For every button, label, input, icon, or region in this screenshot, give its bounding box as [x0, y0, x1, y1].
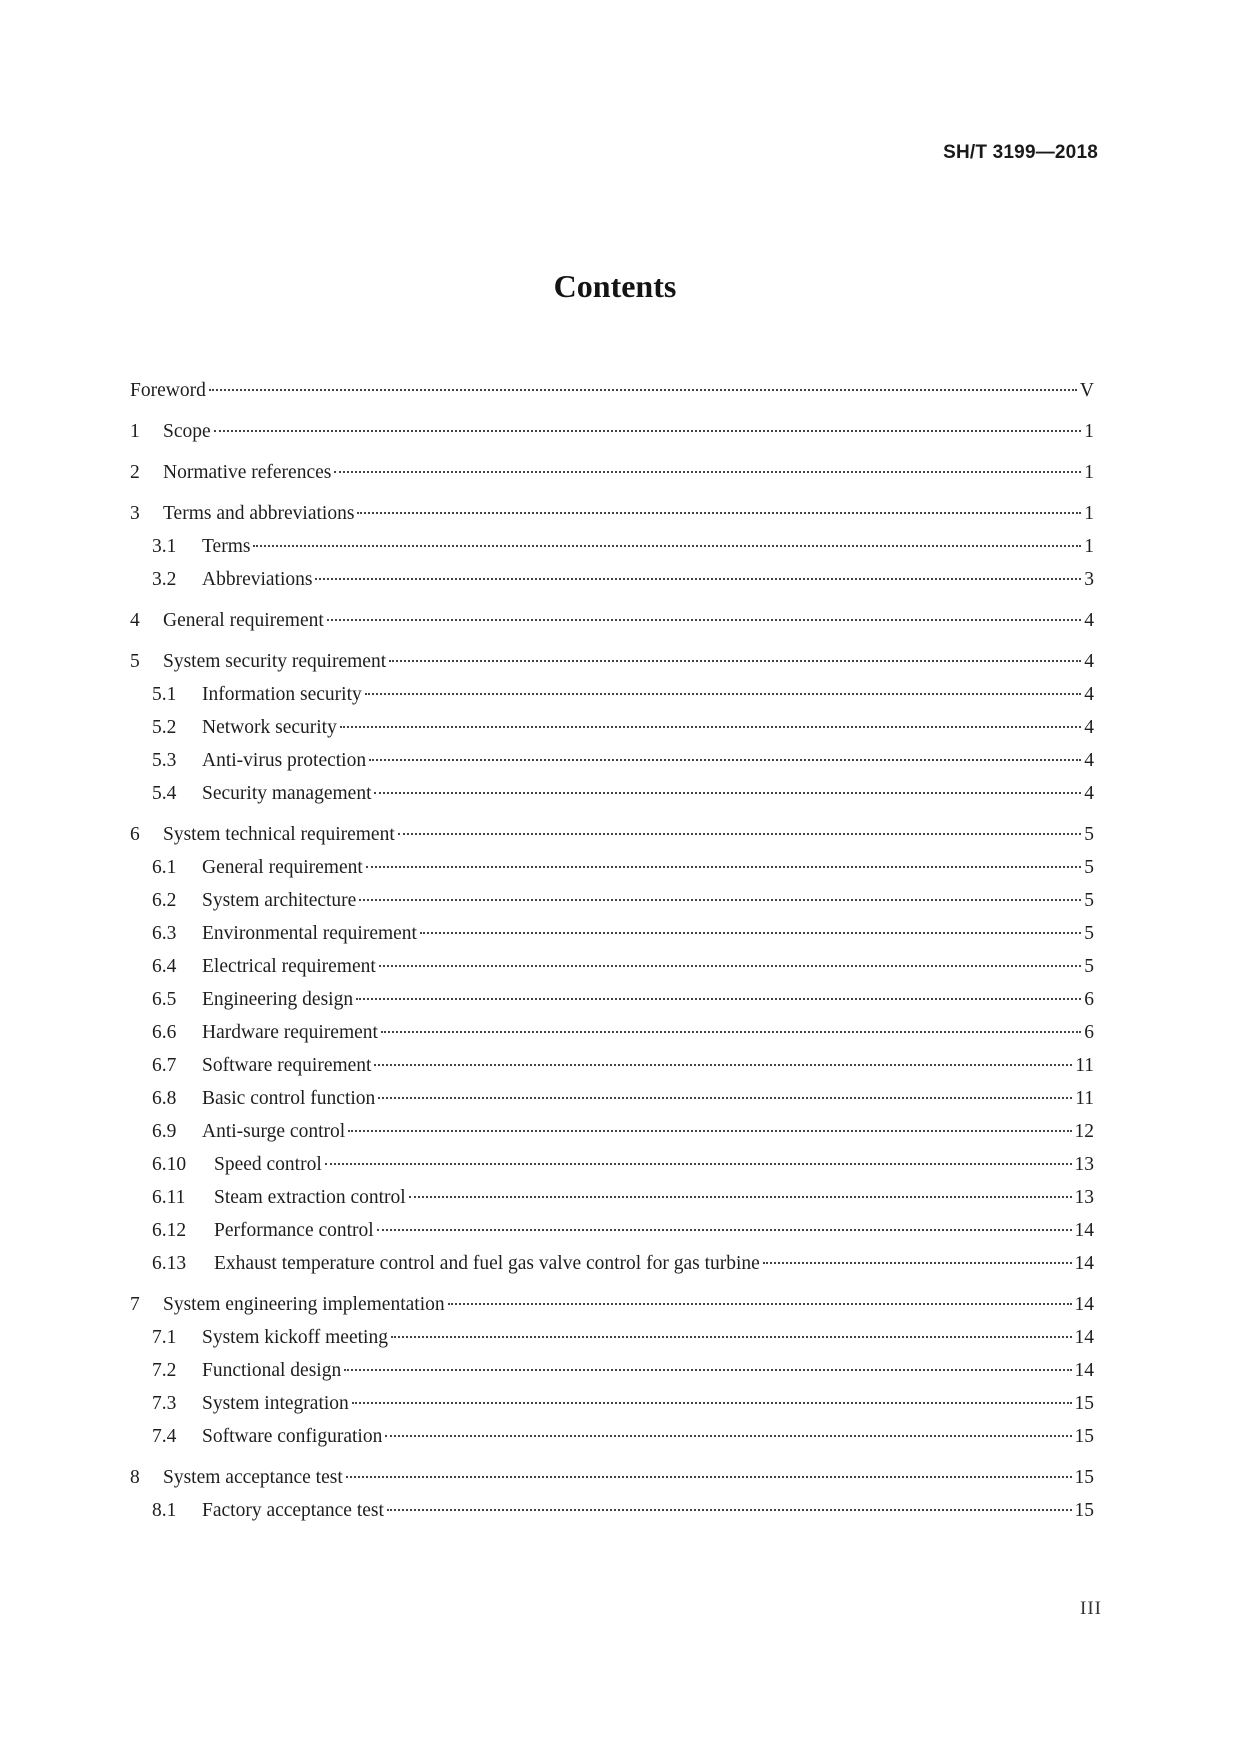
toc-entry-title: System architecture — [202, 890, 357, 911]
toc-entry-page: 15 — [1074, 1500, 1094, 1521]
toc-entry-number: 6.12 — [152, 1220, 187, 1241]
toc-entry-page: 13 — [1074, 1154, 1094, 1175]
toc-entry-title: Performance control — [214, 1220, 374, 1241]
dot-leader — [356, 998, 1081, 1000]
toc-subentry[interactable] — [130, 1220, 1094, 1253]
toc-entry-number: 7.1 — [152, 1327, 177, 1348]
toc-entry-title: Security management — [202, 783, 372, 804]
toc-subentry[interactable] — [130, 1121, 1094, 1154]
dot-leader — [327, 619, 1081, 621]
toc-entry-page: 12 — [1074, 1121, 1094, 1142]
toc-entry-title: Steam extraction control — [214, 1187, 406, 1208]
toc-entry-title: General requirement — [202, 857, 363, 878]
toc-subentry[interactable] — [130, 1327, 1094, 1360]
toc-subentry[interactable] — [130, 1253, 1094, 1286]
toc-entry-number: 7.4 — [152, 1426, 177, 1447]
toc-entry-number: 5 — [130, 651, 140, 672]
dot-leader — [214, 430, 1082, 432]
toc-entry[interactable] — [130, 462, 1094, 495]
toc-entry-page: 1 — [1084, 462, 1094, 483]
toc-subentry[interactable] — [130, 989, 1094, 1022]
dot-leader — [369, 759, 1081, 761]
toc-entry[interactable] — [130, 1467, 1094, 1500]
toc-entry-title: Electrical requirement — [202, 956, 376, 977]
toc-entry-number: 2 — [130, 462, 140, 483]
toc-entry-title: System engineering implementation — [163, 1294, 445, 1315]
toc-subentry[interactable] — [130, 1154, 1094, 1187]
toc-entry-title: Terms and abbreviations — [163, 503, 355, 524]
toc-entry-page: 5 — [1084, 824, 1094, 845]
toc-entry[interactable] — [130, 651, 1094, 684]
toc-entry[interactable] — [130, 421, 1094, 454]
dot-leader — [398, 833, 1081, 835]
dot-leader — [365, 693, 1082, 695]
document-code: SH/T 3199—2018 — [943, 142, 1098, 163]
dot-leader — [357, 512, 1081, 514]
toc-entry-page: 15 — [1074, 1467, 1094, 1488]
toc-entry-page: 4 — [1084, 684, 1094, 705]
toc-entry-title: Anti-surge control — [202, 1121, 346, 1142]
toc-entry[interactable] — [130, 1294, 1094, 1327]
toc-entry-number: 6.13 — [152, 1253, 187, 1274]
toc-entry-page: 1 — [1084, 421, 1094, 442]
toc-entry-page: 14 — [1074, 1360, 1094, 1381]
dot-leader — [420, 932, 1081, 934]
toc-entry-title: Scope — [163, 421, 211, 442]
toc-subentry[interactable] — [130, 750, 1094, 783]
toc-entry[interactable] — [130, 380, 1094, 413]
toc-entry-page: 14 — [1074, 1253, 1094, 1274]
toc-entry-number: 6.9 — [152, 1121, 177, 1142]
toc-subentry[interactable] — [130, 923, 1094, 956]
page-title: Contents — [553, 268, 677, 304]
dot-leader — [391, 1336, 1072, 1338]
toc-entry-page: 11 — [1075, 1055, 1094, 1076]
toc-entry-page: 5 — [1084, 857, 1094, 878]
dot-leader — [366, 866, 1081, 868]
toc-entry[interactable] — [130, 610, 1094, 643]
toc-subentry[interactable] — [130, 1055, 1094, 1088]
toc-entry-title: Environmental requirement — [202, 923, 417, 944]
toc-entry-page: 4 — [1084, 783, 1094, 804]
toc-entry-number: 7.2 — [152, 1360, 177, 1381]
toc-subentry[interactable] — [130, 717, 1094, 750]
toc-subentry[interactable] — [130, 1500, 1094, 1533]
toc-entry-number: 6.8 — [152, 1088, 177, 1109]
dot-leader — [378, 1097, 1072, 1099]
toc-entry-number: 4 — [130, 610, 140, 631]
dot-leader — [389, 660, 1081, 662]
dot-leader — [346, 1476, 1072, 1478]
page-number: III — [1080, 1598, 1102, 1619]
dot-leader — [253, 545, 1081, 547]
toc-entry-title: Normative references — [163, 462, 332, 483]
dot-leader — [348, 1130, 1071, 1132]
toc-entry-title: Basic control function — [202, 1088, 376, 1109]
toc-entry-number: 5.2 — [152, 717, 177, 738]
toc-entry-number: 5.4 — [152, 783, 177, 804]
toc-entry-page: 5 — [1084, 890, 1094, 911]
toc-entry-page: 15 — [1074, 1426, 1094, 1447]
toc-entry-title: System acceptance test — [163, 1467, 343, 1488]
dot-leader — [374, 792, 1081, 794]
dot-leader — [381, 1031, 1081, 1033]
toc-subentry[interactable] — [130, 1022, 1094, 1055]
dot-leader — [344, 1369, 1071, 1371]
toc-entry-title: Software configuration — [202, 1426, 383, 1447]
toc-entry-title: Software requirement — [202, 1055, 372, 1076]
toc-entry-number: 1 — [130, 421, 140, 442]
toc-entry-number: 3 — [130, 503, 140, 524]
toc-subentry[interactable] — [130, 890, 1094, 923]
toc-entry-page: 13 — [1074, 1187, 1094, 1208]
toc-entry-page: 3 — [1084, 569, 1094, 590]
toc-subentry[interactable] — [130, 1426, 1094, 1459]
toc-entry-page: 4 — [1084, 717, 1094, 738]
toc-entry-title: Engineering design — [202, 989, 354, 1010]
dot-leader — [209, 389, 1077, 391]
toc-subentry[interactable] — [130, 569, 1094, 602]
toc-entry-page: 14 — [1074, 1327, 1094, 1348]
toc-entry-title: Network security — [202, 717, 337, 738]
toc-entry-page: 4 — [1084, 651, 1094, 672]
toc-entry-title: Information security — [202, 684, 362, 705]
toc-entry-page: V — [1079, 380, 1094, 401]
dot-leader — [387, 1509, 1072, 1511]
dot-leader — [340, 726, 1081, 728]
table-of-contents — [130, 380, 1094, 1533]
toc-entry-title: Exhaust temperature control and fuel gas valve control for gas turbine — [214, 1253, 760, 1274]
dot-leader — [334, 471, 1081, 473]
dot-leader — [325, 1163, 1072, 1165]
dot-leader — [352, 1402, 1072, 1404]
toc-entry-number: 6.7 — [152, 1055, 177, 1076]
toc-entry-number: 6.3 — [152, 923, 177, 944]
toc-entry-page: 6 — [1084, 1022, 1094, 1043]
toc-subentry[interactable] — [130, 1187, 1094, 1220]
toc-entry[interactable] — [130, 824, 1094, 857]
toc-entry-number: 6.4 — [152, 956, 177, 977]
toc-entry-title: System technical requirement — [163, 824, 395, 845]
dot-leader — [315, 578, 1081, 580]
toc-entry-number: 8.1 — [152, 1500, 177, 1521]
dot-leader — [374, 1064, 1072, 1066]
toc-entry-page: 4 — [1084, 750, 1094, 771]
dot-leader — [377, 1229, 1072, 1231]
dot-leader — [409, 1196, 1072, 1198]
toc-entry-number: 6.6 — [152, 1022, 177, 1043]
dot-leader — [379, 965, 1081, 967]
dot-leader — [763, 1262, 1072, 1264]
toc-entry-number: 6.5 — [152, 989, 177, 1010]
toc-entry-title: Factory acceptance test — [202, 1500, 384, 1521]
toc-entry-page: 6 — [1084, 989, 1094, 1010]
toc-subentry[interactable] — [130, 956, 1094, 989]
toc-entry-number: 5.3 — [152, 750, 177, 771]
dot-leader — [385, 1435, 1071, 1437]
toc-entry-number: 6 — [130, 824, 140, 845]
toc-entry-title: System security requirement — [163, 651, 387, 672]
toc-entry-title: Anti-virus protection — [202, 750, 367, 771]
toc-entry-number: 6.1 — [152, 857, 177, 878]
toc-entry-number: 3.2 — [152, 569, 177, 590]
toc-entry-title: Hardware requirement — [202, 1022, 378, 1043]
toc-subentry[interactable] — [130, 857, 1094, 890]
dot-leader — [359, 899, 1081, 901]
toc-entry-page: 1 — [1084, 536, 1094, 557]
toc-entry-number: 6.11 — [152, 1187, 186, 1208]
toc-entry-title: Foreword — [130, 380, 206, 401]
toc-entry-page: 15 — [1074, 1393, 1094, 1414]
toc-entry-number: 6.10 — [152, 1154, 187, 1175]
toc-subentry[interactable] — [130, 1393, 1094, 1426]
toc-subentry[interactable] — [130, 1360, 1094, 1393]
toc-entry-title: Functional design — [202, 1360, 342, 1381]
toc-entry-number: 7.3 — [152, 1393, 177, 1414]
toc-entry-number: 3.1 — [152, 536, 177, 557]
toc-entry-page: 5 — [1084, 923, 1094, 944]
toc-entry-page: 4 — [1084, 610, 1094, 631]
toc-entry-number: 6.2 — [152, 890, 177, 911]
toc-entry[interactable] — [130, 503, 1094, 536]
toc-entry-page: 1 — [1084, 503, 1094, 524]
toc-entry-title: System integration — [202, 1393, 349, 1414]
toc-entry-title: Speed control — [214, 1154, 322, 1175]
toc-entry-title: Abbreviations — [202, 569, 313, 590]
toc-entry-page: 14 — [1074, 1220, 1094, 1241]
toc-subentry[interactable] — [130, 684, 1094, 717]
toc-entry-number: 8 — [130, 1467, 140, 1488]
toc-entry-page: 11 — [1075, 1088, 1094, 1109]
dot-leader — [448, 1303, 1072, 1305]
toc-subentry[interactable] — [130, 1088, 1094, 1121]
toc-subentry[interactable] — [130, 536, 1094, 569]
toc-entry-title: General requirement — [163, 610, 324, 631]
toc-entry-title: Terms — [202, 536, 251, 557]
toc-entry-number: 5.1 — [152, 684, 177, 705]
toc-entry-number: 7 — [130, 1294, 140, 1315]
toc-subentry[interactable] — [130, 783, 1094, 816]
toc-entry-page: 5 — [1084, 956, 1094, 977]
toc-entry-title: System kickoff meeting — [202, 1327, 388, 1348]
toc-entry-page: 14 — [1074, 1294, 1094, 1315]
